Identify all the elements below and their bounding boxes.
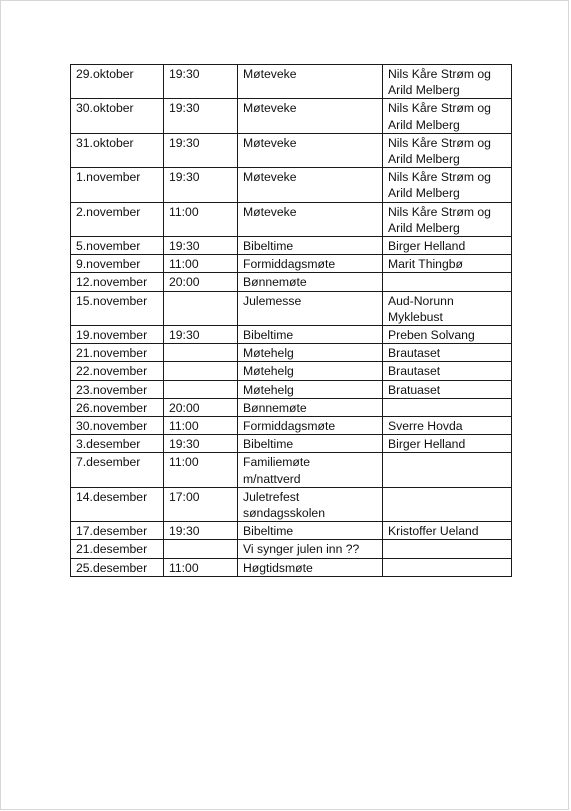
schedule-body [71,65,512,577]
speaker-cell: Preben Solvang [383,326,512,344]
time-cell: 20:00 [164,398,238,416]
time-cell: 19:30 [164,133,238,167]
event-cell: Bibeltime [238,326,383,344]
speaker-cell: Kristoffer Ueland [383,522,512,540]
date-cell: 2.november [71,202,164,236]
date-cell: 26.november [71,398,164,416]
table-row [71,237,512,255]
table-row [71,344,512,362]
time-cell [164,344,238,362]
event-cell: Møteveke [238,202,383,236]
time-cell [164,362,238,380]
date-cell: 31.oktober [71,133,164,167]
table-row [71,398,512,416]
speaker-cell: Nils Kåre Strøm og Arild Melberg [383,168,512,202]
time-cell: 11:00 [164,255,238,273]
speaker-cell [383,487,512,521]
time-cell: 19:30 [164,237,238,255]
time-cell [164,540,238,558]
table-row [71,326,512,344]
event-cell: Vi synger julen inn ?? [238,540,383,558]
table-row [71,255,512,273]
date-cell: 1.november [71,168,164,202]
speaker-cell: Nils Kåre Strøm og Arild Melberg [383,65,512,99]
table-row [71,380,512,398]
time-cell: 19:30 [164,326,238,344]
date-cell: 15.november [71,291,164,325]
event-cell: Møteveke [238,99,383,133]
speaker-cell [383,453,512,487]
table-row [71,362,512,380]
date-cell: 3.desember [71,435,164,453]
event-cell: Bønnemøte [238,273,383,291]
time-cell: 11:00 [164,417,238,435]
time-cell: 19:30 [164,65,238,99]
table-row [71,168,512,202]
table-row [71,487,512,521]
event-cell: Juletrefest søndagsskolen [238,487,383,521]
event-cell: Formiddagsmøte [238,255,383,273]
table-row [71,99,512,133]
time-cell: 19:30 [164,168,238,202]
date-cell: 5.november [71,237,164,255]
event-cell: Formiddagsmøte [238,417,383,435]
speaker-cell: Bratuaset [383,380,512,398]
date-cell: 21.november [71,344,164,362]
time-cell: 11:00 [164,558,238,576]
table-row [71,291,512,325]
table-row [71,435,512,453]
speaker-cell: Brautaset [383,344,512,362]
date-cell: 23.november [71,380,164,398]
time-cell [164,291,238,325]
speaker-cell: Nils Kåre Strøm og Arild Melberg [383,99,512,133]
date-cell: 19.november [71,326,164,344]
table-row [71,453,512,487]
time-cell [164,380,238,398]
speaker-cell: Nils Kåre Strøm og Arild Melberg [383,133,512,167]
speaker-cell: Marit Thingbø [383,255,512,273]
date-cell: 30.november [71,417,164,435]
date-cell: 30.oktober [71,99,164,133]
table-row [71,417,512,435]
event-cell: Høgtidsmøte [238,558,383,576]
event-cell: Møtehelg [238,344,383,362]
date-cell: 29.oktober [71,65,164,99]
speaker-cell [383,540,512,558]
table-row [71,540,512,558]
speaker-cell [383,273,512,291]
event-cell: Bønnemøte [238,398,383,416]
speaker-cell: Birger Helland [383,435,512,453]
date-cell: 7.desember [71,453,164,487]
date-cell: 21.desember [71,540,164,558]
time-cell: 19:30 [164,435,238,453]
table-row [71,202,512,236]
date-cell: 25.desember [71,558,164,576]
date-cell: 9.november [71,255,164,273]
table-row [71,133,512,167]
table-row [71,273,512,291]
speaker-cell: Birger Helland [383,237,512,255]
speaker-cell: Sverre Hovda [383,417,512,435]
event-cell: Møteveke [238,133,383,167]
event-cell: Julemesse [238,291,383,325]
time-cell: 11:00 [164,202,238,236]
event-cell: Bibeltime [238,522,383,540]
speaker-cell [383,558,512,576]
event-cell: Møtehelg [238,380,383,398]
schedule-table [70,64,512,577]
event-cell: Møtehelg [238,362,383,380]
speaker-cell: Aud-Norunn Myklebust [383,291,512,325]
event-cell: Møteveke [238,65,383,99]
event-cell: Familiemøte m/nattverd [238,453,383,487]
date-cell: 12.november [71,273,164,291]
event-cell: Bibeltime [238,435,383,453]
speaker-cell: Nils Kåre Strøm og Arild Melberg [383,202,512,236]
table-row [71,522,512,540]
speaker-cell: Brautaset [383,362,512,380]
table-row [71,65,512,99]
time-cell: 17:00 [164,487,238,521]
event-cell: Møteveke [238,168,383,202]
date-cell: 17.desember [71,522,164,540]
table-row [71,558,512,576]
speaker-cell [383,398,512,416]
date-cell: 22.november [71,362,164,380]
time-cell: 20:00 [164,273,238,291]
event-cell: Bibeltime [238,237,383,255]
time-cell: 19:30 [164,522,238,540]
date-cell: 14.desember [71,487,164,521]
time-cell: 19:30 [164,99,238,133]
time-cell: 11:00 [164,453,238,487]
